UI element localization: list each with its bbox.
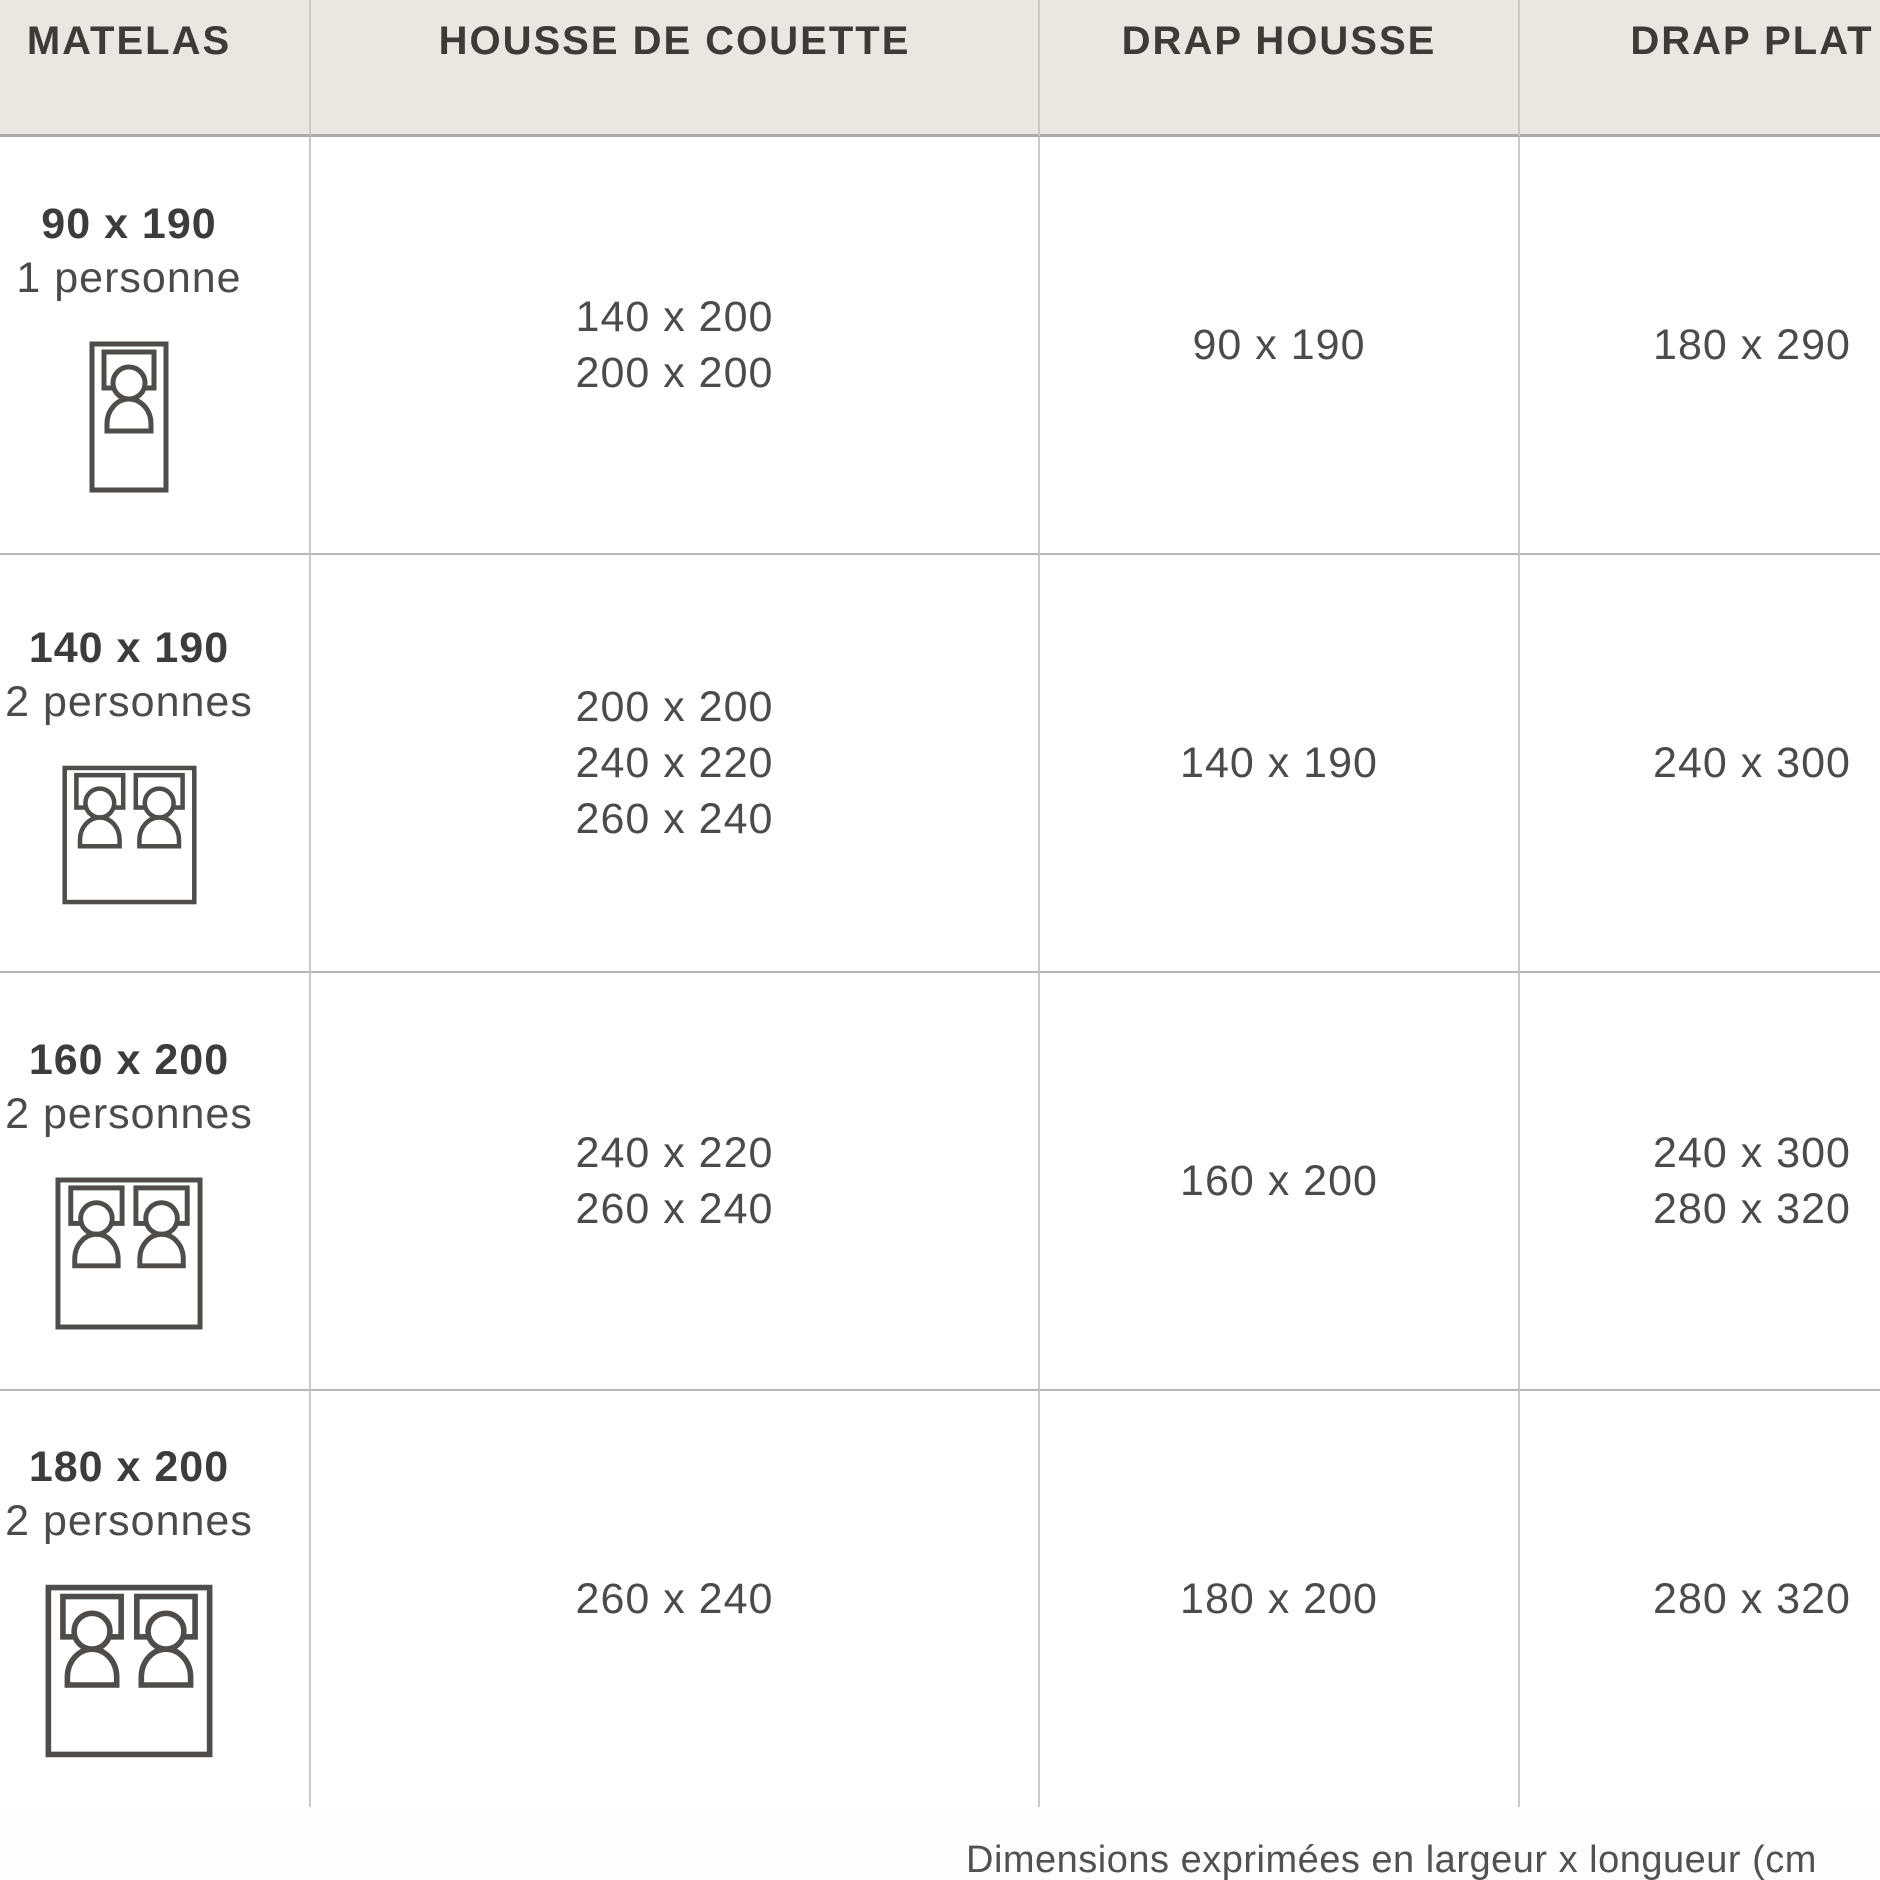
single-bed-icon — [89, 341, 169, 493]
size-value: 240 x 300 — [1653, 739, 1851, 787]
double-bed-icon — [55, 1177, 203, 1330]
size-value: 160 x 200 — [1180, 1157, 1378, 1205]
size-value: 200 x 200 — [575, 683, 774, 731]
size-value: 140 x 200 — [575, 293, 774, 341]
double-bed-icon — [45, 1584, 213, 1758]
mattress-cell — [0, 1391, 311, 1807]
flat-sheet-cell — [1520, 555, 1880, 973]
capacity-label: 2 personnes — [5, 1497, 253, 1545]
mattress-cell — [0, 973, 311, 1391]
size-value: 260 x 240 — [575, 795, 774, 843]
double-bed-icon — [62, 765, 197, 905]
header-cell-housse-de-couette — [311, 0, 1040, 137]
fitted-sheet-cell — [1040, 1391, 1520, 1807]
mattress-cell — [0, 555, 311, 973]
duvet-cover-cell — [311, 1391, 1040, 1807]
header-label: MATELAS — [26, 19, 232, 63]
mattress-size-label: 140 x 190 — [28, 624, 230, 672]
duvet-cover-cell — [311, 555, 1040, 973]
header-label: DRAP PLAT — [1630, 19, 1874, 63]
header-cell-drap-plat — [1520, 0, 1880, 137]
size-value: 280 x 320 — [1653, 1575, 1851, 1623]
mattress-cell — [0, 137, 311, 555]
size-value: 200 x 200 — [575, 349, 774, 397]
mattress-size-label: 180 x 200 — [28, 1443, 230, 1491]
size-value: 140 x 190 — [1180, 739, 1378, 787]
header-cell-drap-housse — [1040, 0, 1520, 137]
size-value: 260 x 240 — [575, 1575, 774, 1623]
size-value: 240 x 300 — [1653, 1129, 1851, 1177]
flat-sheet-cell — [1520, 137, 1880, 555]
table-footnote-bar — [0, 1807, 1880, 1880]
flat-sheet-cell — [1520, 1391, 1880, 1807]
fitted-sheet-cell — [1040, 137, 1520, 555]
header-label: HOUSSE DE COUETTE — [438, 19, 911, 63]
size-value: 280 x 320 — [1653, 1185, 1851, 1233]
mattress-size-label: 90 x 190 — [41, 200, 217, 248]
size-value: 180 x 290 — [1653, 321, 1851, 369]
footnote-text: Dimensions exprimées en largeur x longueur (cm — [966, 1839, 1817, 1880]
fitted-sheet-cell — [1040, 555, 1520, 973]
header-cell-matelas — [0, 0, 311, 137]
size-value: 240 x 220 — [575, 1129, 774, 1177]
fitted-sheet-cell — [1040, 973, 1520, 1391]
capacity-label: 1 personne — [16, 254, 242, 302]
size-value: 260 x 240 — [575, 1185, 774, 1233]
size-value: 180 x 200 — [1180, 1575, 1378, 1623]
duvet-cover-cell — [311, 973, 1040, 1391]
duvet-cover-cell — [311, 137, 1040, 555]
capacity-label: 2 personnes — [5, 1089, 253, 1138]
flat-sheet-cell — [1520, 973, 1880, 1391]
mattress-size-label: 160 x 200 — [28, 1035, 230, 1084]
capacity-label: 2 personnes — [5, 678, 253, 726]
size-value: 90 x 190 — [1192, 321, 1366, 369]
header-label: DRAP HOUSSE — [1121, 19, 1437, 63]
size-value: 240 x 220 — [575, 739, 774, 787]
